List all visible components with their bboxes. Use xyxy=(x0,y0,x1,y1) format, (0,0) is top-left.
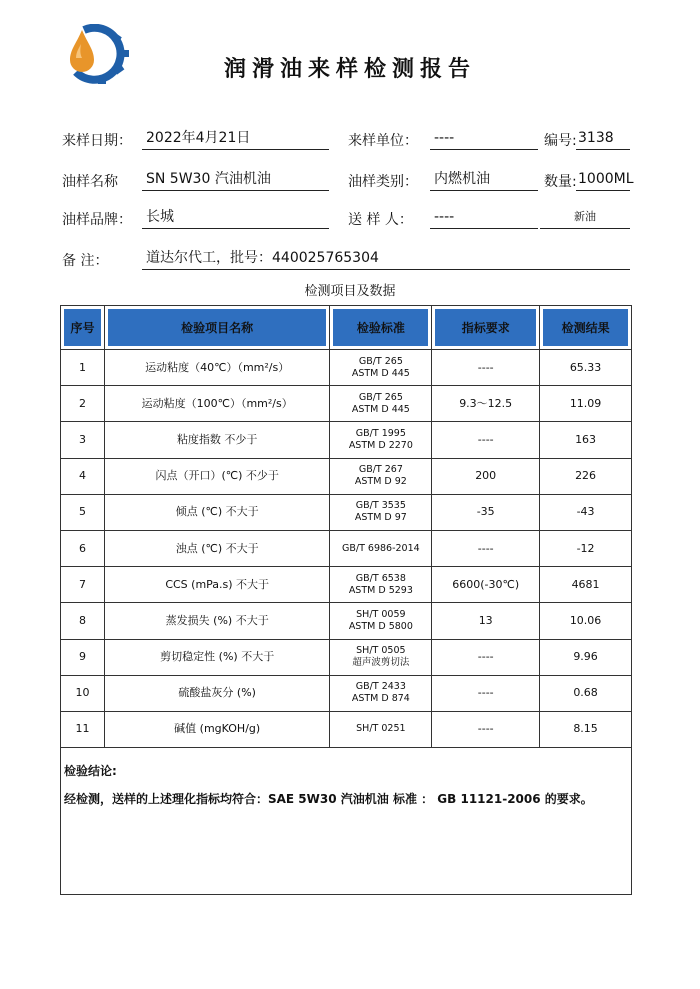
cell-result: 163 xyxy=(540,422,632,458)
oil-brand-value: 长城 xyxy=(142,207,329,229)
table-row xyxy=(61,386,632,422)
standard-line: ASTM D 97 xyxy=(354,512,407,524)
cell-standard xyxy=(330,567,432,603)
cell-result: 4681 xyxy=(540,567,632,603)
cell-no: 4 xyxy=(61,458,105,494)
cell-standard xyxy=(330,603,432,639)
sender-value: ---- xyxy=(430,207,538,229)
oil-brand-label: 油样品牌： xyxy=(62,212,132,228)
standard-line: SH/T 0059 xyxy=(356,608,406,620)
cell-requirement: ---- xyxy=(432,350,540,386)
cell-item: 闪点（开口）(℃) 不少于 xyxy=(104,458,330,494)
standard-line: GB/T 2433 xyxy=(355,681,406,693)
header-result: 检测结果 xyxy=(540,306,632,350)
standard-line: GB/T 265 xyxy=(358,391,403,403)
standard-line: GB/T 6538 xyxy=(355,572,406,584)
table-row xyxy=(61,603,632,639)
cell-result: 8.15 xyxy=(540,711,632,747)
cell-item: 运动粘度（40℃）（mm²/s） xyxy=(104,350,330,386)
serial-no-value: 3138 xyxy=(576,128,630,150)
cell-standard xyxy=(330,386,432,422)
table-row xyxy=(61,494,632,530)
cell-no: 3 xyxy=(61,422,105,458)
cell-item: 运动粘度（100℃）（mm²/s） xyxy=(104,386,330,422)
cell-result: 9.96 xyxy=(540,639,632,675)
cell-requirement: ---- xyxy=(432,422,540,458)
cell-result: 226 xyxy=(540,458,632,494)
cell-requirement: ---- xyxy=(432,711,540,747)
cell-no: 9 xyxy=(61,639,105,675)
quantity-label: 数量: xyxy=(544,174,577,190)
header-standard: 检验标准 xyxy=(330,306,432,350)
standard-line: ASTM D 874 xyxy=(351,693,410,705)
cell-result: -12 xyxy=(540,530,632,566)
cell-requirement: 9.3～12.5 xyxy=(432,386,540,422)
sample-unit-label: 来样单位： xyxy=(348,133,418,149)
table-row xyxy=(61,675,632,711)
standard-line: GB/T 1995 xyxy=(355,427,406,439)
cell-result: 0.68 xyxy=(540,675,632,711)
cell-requirement: 200 xyxy=(432,458,540,494)
remarks-label: 备 注： xyxy=(62,253,109,269)
table-row xyxy=(61,458,632,494)
cell-no: 10 xyxy=(61,675,105,711)
quantity-value: 1000ML xyxy=(576,169,630,191)
header-requirement: 指标要求 xyxy=(432,306,540,350)
sender-label: 送 样 人： xyxy=(348,212,413,228)
cell-standard xyxy=(330,494,432,530)
conclusion-label: 检验结论: xyxy=(64,764,117,778)
cell-item: 粘度指数 不少于 xyxy=(104,422,330,458)
standard-line: ASTM D 445 xyxy=(351,403,410,415)
serial-no-label: 编号: xyxy=(544,133,577,149)
cell-standard xyxy=(330,458,432,494)
table-row xyxy=(61,422,632,458)
cell-standard xyxy=(330,711,432,747)
cell-item: 浊点 (℃) 不大于 xyxy=(104,530,330,566)
standard-line: GB/T 3535 xyxy=(355,500,406,512)
cell-standard xyxy=(330,530,432,566)
cell-no: 5 xyxy=(61,494,105,530)
oil-name-label: 油样名称 xyxy=(62,174,118,190)
table-row xyxy=(61,639,632,675)
header-no: 序号 xyxy=(61,306,105,350)
cell-item: 硫酸盐灰分 (%) xyxy=(104,675,330,711)
cell-no: 2 xyxy=(61,386,105,422)
remarks-value: 道达尔代工，批号：440025765304 xyxy=(142,248,630,270)
cell-standard xyxy=(330,639,432,675)
oil-condition-value: 新油 xyxy=(540,207,630,229)
cell-requirement: -35 xyxy=(432,494,540,530)
cell-result: -43 xyxy=(540,494,632,530)
standard-line: ASTM D 445 xyxy=(351,367,410,379)
standard-line: ASTM D 5800 xyxy=(348,620,413,632)
cell-no: 6 xyxy=(61,530,105,566)
conclusion-text: 经检测，送样的上述理化指标均符合：SAE 5W30 汽油机油 标准 ： GB 11121-2006 的要求。 xyxy=(64,792,593,806)
cell-standard xyxy=(330,675,432,711)
cell-no: 7 xyxy=(61,567,105,603)
cell-requirement: ---- xyxy=(432,530,540,566)
cell-result: 65.33 xyxy=(540,350,632,386)
oil-category-value: 内燃机油 xyxy=(430,169,538,191)
oil-category-label: 油样类别： xyxy=(348,174,418,190)
cell-item: 碱值 (mgKOH/g) xyxy=(104,711,330,747)
cell-item: 倾点 (℃) 不大于 xyxy=(104,494,330,530)
table-row xyxy=(61,350,632,386)
report-title: 润滑油来样检测报告 xyxy=(223,56,476,82)
table-row xyxy=(61,530,632,566)
cell-result: 10.06 xyxy=(540,603,632,639)
header-item: 检验项目名称 xyxy=(104,306,330,350)
cell-requirement: 13 xyxy=(432,603,540,639)
standard-line: GB/T 6986-2014 xyxy=(342,542,420,554)
oil-name-value: SN 5W30 汽油机油 xyxy=(142,169,329,191)
standard-line: ASTM D 92 xyxy=(354,476,407,488)
standard-line: SH/T 0251 xyxy=(356,723,406,735)
cell-no: 11 xyxy=(61,711,105,747)
sample-unit-value: ---- xyxy=(430,128,538,150)
cell-requirement: ---- xyxy=(432,675,540,711)
standard-line: GB/T 265 xyxy=(358,355,403,367)
cell-item: 蒸发损失 (%) 不大于 xyxy=(104,603,330,639)
standard-line: ASTM D 5293 xyxy=(348,584,413,596)
sample-date-label: 来样日期： xyxy=(62,133,132,149)
cell-item: 剪切稳定性 (%) 不大于 xyxy=(104,639,330,675)
results-table xyxy=(60,305,632,748)
standard-line: GB/T 267 xyxy=(358,464,403,476)
cell-requirement: ---- xyxy=(432,639,540,675)
cell-requirement: 6600(-30℃) xyxy=(432,567,540,603)
cell-standard xyxy=(330,422,432,458)
standard-line: ASTM D 2270 xyxy=(348,439,413,451)
cell-standard xyxy=(330,350,432,386)
cell-no: 1 xyxy=(61,350,105,386)
cell-no: 8 xyxy=(61,603,105,639)
sample-date-value: 2022年4月21日 xyxy=(142,128,329,150)
section-caption: 检测项目及数据 xyxy=(304,284,396,299)
table-header-row xyxy=(61,306,632,350)
cell-result: 11.09 xyxy=(540,386,632,422)
cell-item: CCS (mPa.s) 不大于 xyxy=(104,567,330,603)
table-row xyxy=(61,567,632,603)
table-row xyxy=(61,711,632,747)
standard-line: 超声波剪切法 xyxy=(352,657,410,669)
standard-line: SH/T 0505 xyxy=(356,645,406,657)
